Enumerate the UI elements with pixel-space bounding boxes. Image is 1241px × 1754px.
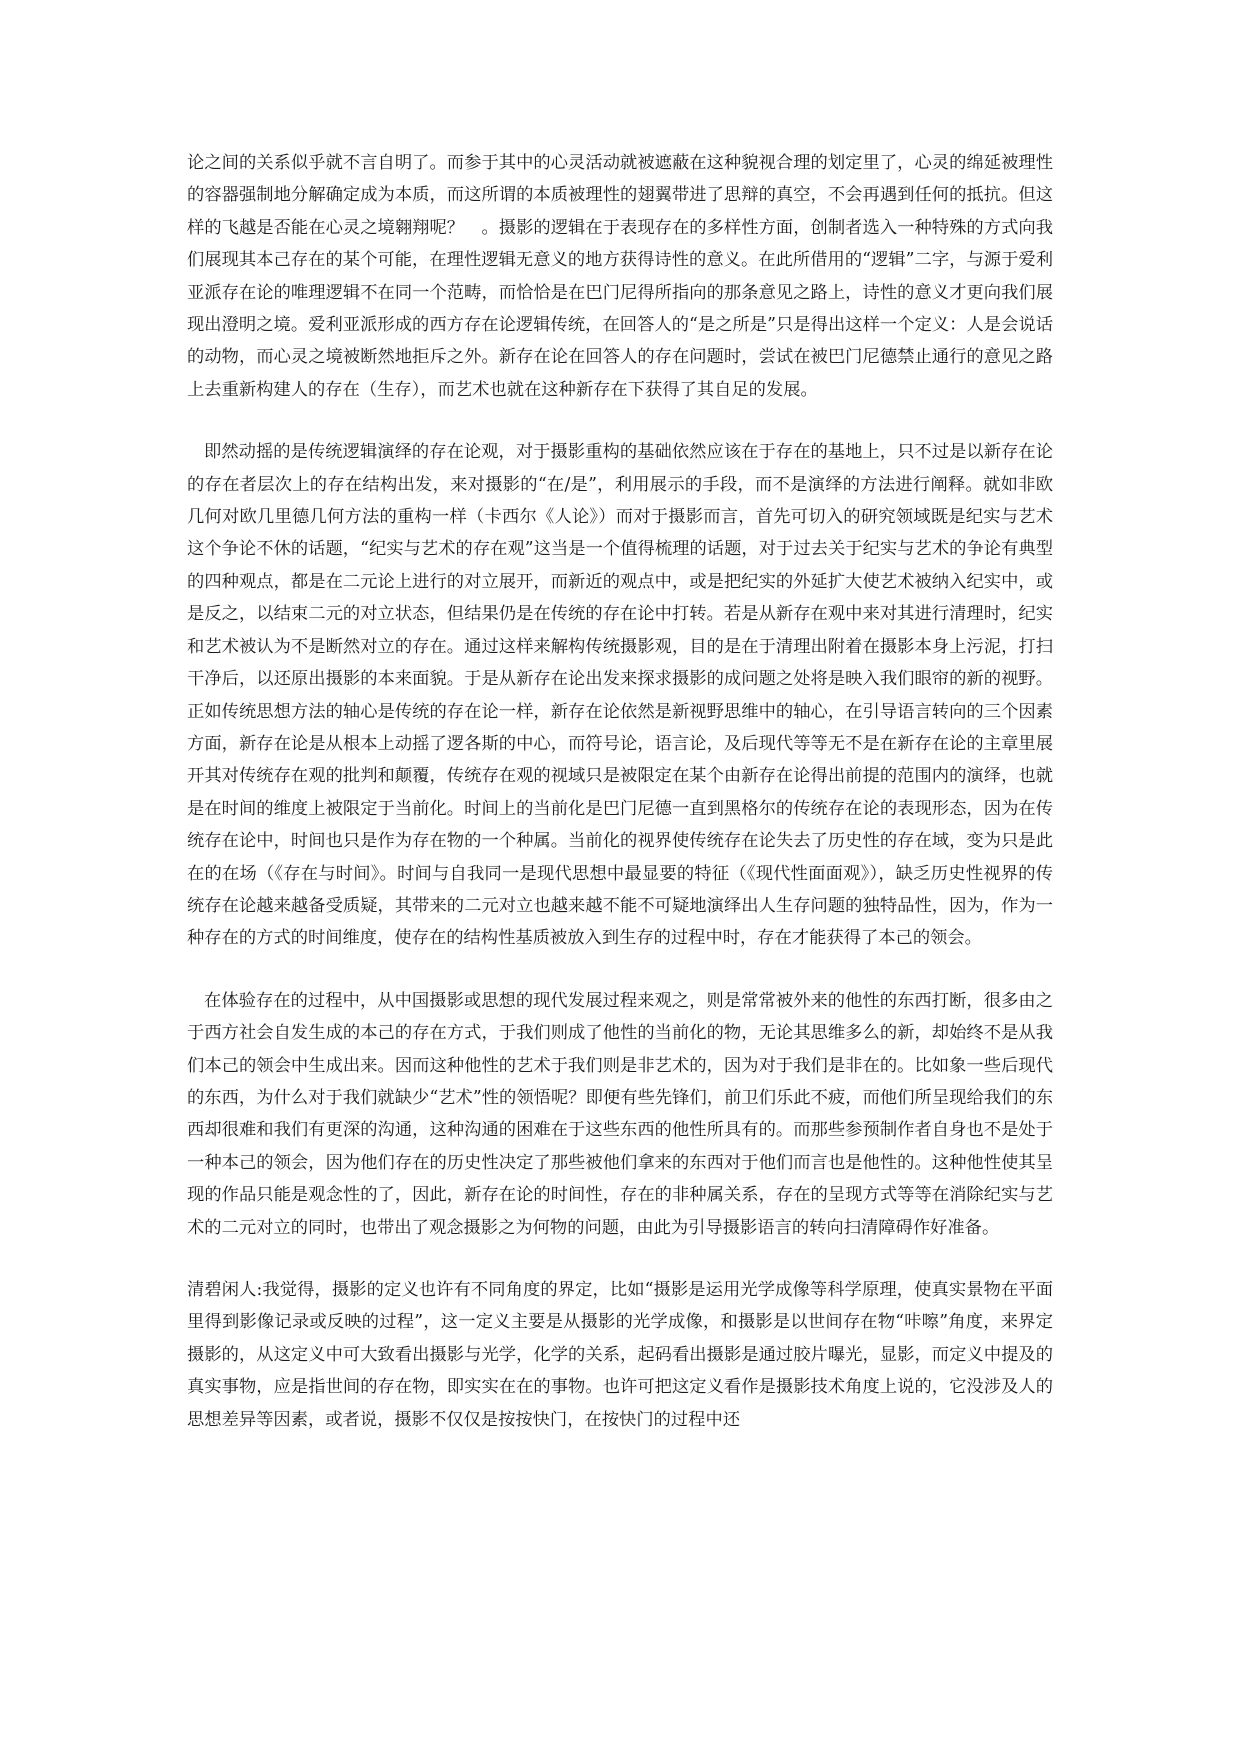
paragraph-2: 即然动摇的是传统逻辑演绎的存在论观，对于摄影重构的基础依然应该在于存在的基地上，只不过是以新存在论的存在者层次上的存在结构出发，来对摄影的“在/是”，利用展示的手段，而不是演绎的方法进行阐释。就如非欧几何对欧几里德几何方法的重构一样（卡西尔《人论》）而对于摄影而言，首先可切入的研究领域既是纪实与艺术这个争论不休的话题，“纪实与艺术的存在观”这当是一个值得梳理的话题，对于过去关于纪实与艺术的争论有典型的四种观点，都是在二元论上进行的对立展开，而新近的观点中，或是把纪实的外延扩大使艺术被纳入纪实中，或是反之，以结束二元的对立状态，但结果仍是在传统的存在论中打转。若是从新存在观中来对其进行清理时，纪实和艺术被认为不是断然对立的存在。通过这样来解构传统摄影观，目的是在于清理出附着在摄影本身上污泥，打扫干净后，以还原出摄影的本来面貌。于是从新存在论出发来探求摄影的成问题之处将是映入我们眼帘的新的视野。正如传统思想方法的轴心是传统的存在论一样，新存在论依然是新视野思维中的轴心，在引导语言转向的三个因素方面，新存在论是从根本上动摇了逻各斯的中心，而符号论，语言论，及后现代等等无不是在新存在论的主章里展开其对传统存在观的批判和颠覆，传统存在观的视域只是被限定在某个由新存在论得出前提的范围内的演绎，也就是在时间的维度上被限定于当前化。时间上的当前化是巴门尼德一直到黑格尔的传统存在论的表现形态，因为在传统存在论中，时间也只是作为存在物的一个种属。当前化的视界使传统存在论失去了历史性的存在域，变为只是此在的在场（《存在与时间》。时间与自我同一是现代思想中最显要的特征（《现代性面面观》），缺乏历史性视界的传统存在论越来越备受质疑，其带来的二元对立也越来越不能不可疑地演绎出人生存问题的独特品性，因为，作为一种存在的方式的时间维度，使存在的结构性基质被放入到生存的过程中时，存在才能获得了本己的领会。: [187, 442, 1053, 949]
paragraph-1: 论之间的关系似乎就不言自明了。而参于其中的心灵活动就被遮蔽在这种貌视合理的划定里了，心灵的绵延被理性的容器强制地分解确定成为本质，而这所谓的本质被理性的翅翼带进了思辩的真空，不会再遇到任何的抵抗。但这样的飞越是否能在心灵之境翱翔呢？ 。摄影的逻辑在于表现存在的多样性方面，创制者选入一种特殊的方式向我们展现其本己存在的某个可能，在理性逻辑无意义的地方获得诗性的意义。在此所借用的“逻辑”二字，与源于爱利亚派存在论的唯理逻辑不在同一个范畴，而恰恰是在巴门尼得所指向的那条意见之路上，诗性的意义才更向我们展现出澄明之境。爱利亚派形成的西方存在论逻辑传统，在回答人的“是之所是”只是得出这样一个定义：人是会说话的动物，而心灵之境被断然地拒斥之外。新存在论在回答人的存在问题时，尝试在被巴门尼德禁止通行的意见之路上去重新构建人的存在（生存），而艺术也就在这种新存在下获得了其自足的发展。: [187, 153, 1053, 400]
document-page: [187, 147, 1053, 1436]
paragraph-4: 清碧闲人:我觉得，摄影的定义也许有不同角度的界定，比如“摄影是运用光学成像等科学原理，使真实景物在平面里得到影像记录或反映的过程”，这一定义主要是从摄影的光学成像，和摄影是以世间存在物“咔嚓”角度，来界定摄影的，从这定义中可大致看出摄影与光学，化学的关系，起码看出摄影是通过胶片曝光，显影，而定义中提及的真实事物，应是指世间的存在物，即实实在在的事物。也许可把这定义看作是摄影技术角度上说的，它没涉及人的思想差异等因素，或者说，摄影不仅仅是按按快门，在按快门的过程中还: [187, 1280, 1053, 1430]
paragraph-3: 在体验存在的过程中，从中国摄影或思想的现代发展过程来观之，则是常常被外来的他性的东西打断，很多由之于西方社会自发生成的本己的存在方式，于我们则成了他性的当前化的物，无论其思维多么的新，却始终不是从我们本己的领会中生成出来。因而这种他性的艺术于我们则是非艺术的，因为对于我们是非在的。比如象一些后现代的东西，为什么对于我们就缺少“艺术”性的领悟呢？即便有些先锋们，前卫们乐此不疲，而他们所呈现给我们的东西却很难和我们有更深的沟通，这种沟通的困难在于这些东西的他性所具有的。而那些参预制作者自身也不是处于一种本己的领会，因为他们存在的历史性决定了那些被他们拿来的东西对于他们而言也是他性的。这种他性使其呈现的作品只能是观念性的了，因此，新存在论的时间性，存在的非种属关系，存在的呈现方式等等在消除纪实与艺术的二元对立的同时，也带出了观念摄影之为何物的问题，由此为引导摄影语言的转向扫清障碍作好准备。: [187, 990, 1053, 1238]
